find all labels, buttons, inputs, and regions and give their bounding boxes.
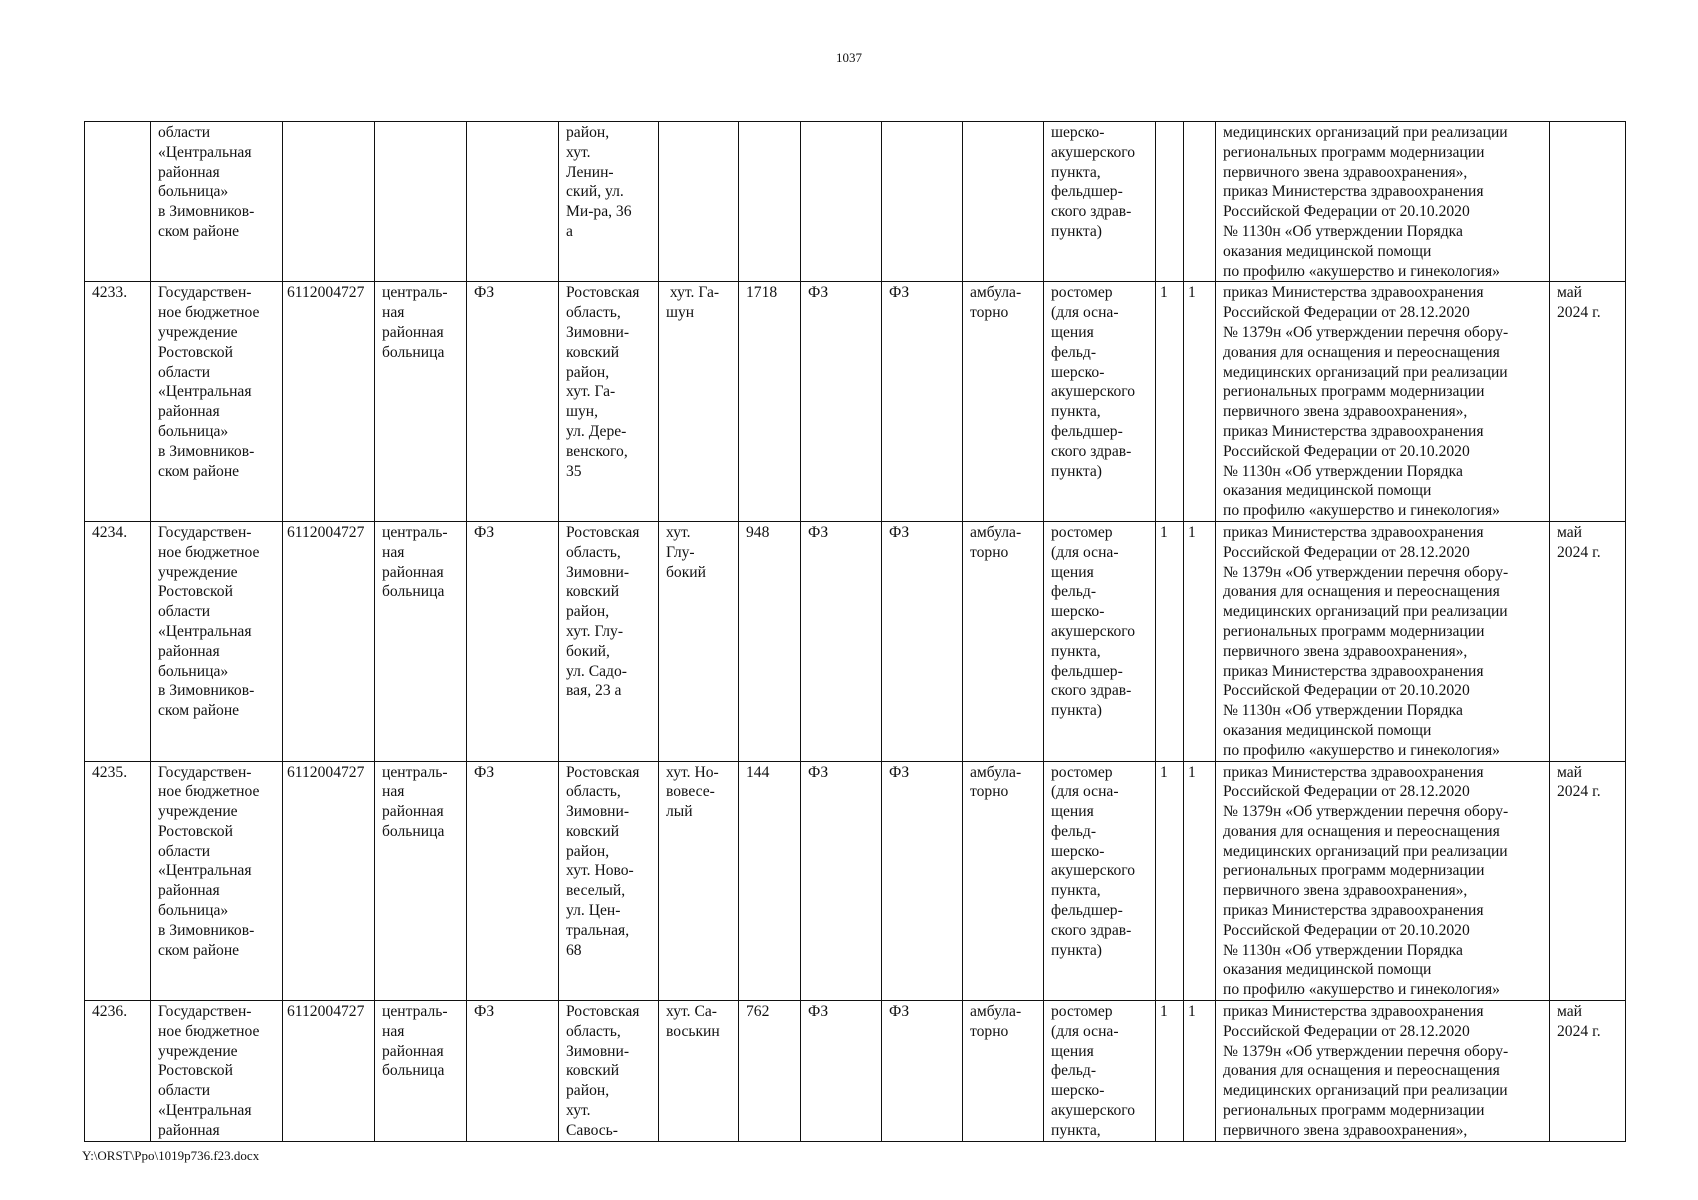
deadline: май 2024 г. bbox=[1550, 282, 1626, 522]
address: Ростовская область, Зимовни- ковский район, хут. Савось- bbox=[559, 1001, 659, 1142]
inn-code: 6112004727 bbox=[283, 521, 375, 761]
organization-name: Государствен- ное бюджетное учреждение Ростовской области «Центральная районная больница» в Зимовников- ском районе bbox=[151, 761, 283, 1001]
locality: хут. Га- шун bbox=[659, 282, 739, 522]
quantity-2: 1 bbox=[1184, 1001, 1216, 1142]
organization-name: Государствен- ное бюджетное учреждение Ростовской области «Центральная районная больница» в Зимовников- ском районе bbox=[151, 521, 283, 761]
row-number: 4233. bbox=[85, 282, 151, 522]
federal-law-cell-2: ФЗ bbox=[801, 521, 882, 761]
table-row bbox=[85, 122, 1626, 282]
organization-type bbox=[375, 122, 467, 282]
care-form: амбула- торно bbox=[963, 282, 1044, 522]
quantity-1: 1 bbox=[1156, 282, 1184, 522]
legal-basis: приказ Министерства здравоохранения Российской Федерации от 28.12.2020 № 1379н «Об утверждении перечня обору- дования для оснащения и переоснащения медицинских организаций при реализации региональных программ модернизации первичного звена здравоохранения», приказ Министерства здравоохранения Российской Федерации от 20.10.2020 № 1130н «Об утверждении Порядка оказания медицинской помощи по профилю «акушерство и гинекология» bbox=[1216, 521, 1550, 761]
federal-law-cell-1: ФЗ bbox=[467, 761, 559, 1001]
quantity-1: 1 bbox=[1156, 1001, 1184, 1142]
equipment-name: шерско- акушерского пункта, фельдшер- ского здрав- пункта) bbox=[1044, 122, 1156, 282]
organization-type: централь- ная районная больница bbox=[375, 761, 467, 1001]
care-form: амбула- торно bbox=[963, 1001, 1044, 1142]
deadline bbox=[1550, 122, 1626, 282]
equipment-table bbox=[84, 121, 1626, 1142]
row-number: 4234. bbox=[85, 521, 151, 761]
inn-code: 6112004727 bbox=[283, 761, 375, 1001]
federal-law-cell-3 bbox=[882, 122, 963, 282]
row-number bbox=[85, 122, 151, 282]
organization-type: централь- ная районная больница bbox=[375, 521, 467, 761]
federal-law-cell-3: ФЗ bbox=[882, 282, 963, 522]
population bbox=[739, 122, 801, 282]
federal-law-cell-3: ФЗ bbox=[882, 761, 963, 1001]
quantity-1 bbox=[1156, 122, 1184, 282]
legal-basis: приказ Министерства здравоохранения Российской Федерации от 28.12.2020 № 1379н «Об утверждении перечня обору- дования для оснащения и переоснащения медицинских организаций при реализации региональных программ модернизации первичного звена здравоохранения», bbox=[1216, 1001, 1550, 1142]
address: Ростовская область, Зимовни- ковский район, хут. Га- шун, ул. Дере- венского, 35 bbox=[559, 282, 659, 522]
quantity-1: 1 bbox=[1156, 521, 1184, 761]
population: 762 bbox=[739, 1001, 801, 1142]
federal-law-cell-3: ФЗ bbox=[882, 1001, 963, 1142]
equipment-name: ростомер (для осна- щения фельд- шерско- акушерского пункта, bbox=[1044, 1001, 1156, 1142]
care-form: амбула- торно bbox=[963, 761, 1044, 1001]
table-row bbox=[85, 521, 1626, 761]
care-form bbox=[963, 122, 1044, 282]
organization-name: Государствен- ное бюджетное учреждение Ростовской области «Центральная районная больница» в Зимовников- ском районе bbox=[151, 282, 283, 522]
federal-law-cell-2: ФЗ bbox=[801, 282, 882, 522]
quantity-2: 1 bbox=[1184, 282, 1216, 522]
page-number: 1037 bbox=[836, 50, 862, 65]
federal-law-cell-2: ФЗ bbox=[801, 1001, 882, 1142]
deadline: май 2024 г. bbox=[1550, 521, 1626, 761]
equipment-name: ростомер (для осна- щения фельд- шерско- акушерского пункта, фельдшер- ского здрав- пункта) bbox=[1044, 282, 1156, 522]
locality bbox=[659, 122, 739, 282]
quantity-2: 1 bbox=[1184, 761, 1216, 1001]
federal-law-cell-3: ФЗ bbox=[882, 521, 963, 761]
quantity-2 bbox=[1184, 122, 1216, 282]
table-row bbox=[85, 761, 1626, 1001]
population: 948 bbox=[739, 521, 801, 761]
address: Ростовская область, Зимовни- ковский район, хут. Ново- веселый, ул. Цен- тральная, 68 bbox=[559, 761, 659, 1001]
organization-type: централь- ная районная больница bbox=[375, 1001, 467, 1142]
care-form: амбула- торно bbox=[963, 521, 1044, 761]
inn-code: 6112004727 bbox=[283, 1001, 375, 1142]
legal-basis: приказ Министерства здравоохранения Российской Федерации от 28.12.2020 № 1379н «Об утверждении перечня обору- дования для оснащения и переоснащения медицинских организаций при реализации региональных программ модернизации первичного звена здравоохранения», приказ Министерства здравоохранения Российской Федерации от 20.10.2020 № 1130н «Об утверждении Порядка оказания медицинской помощи по профилю «акушерство и гинекология» bbox=[1216, 282, 1550, 522]
locality: хут. Но- вовесе- лый bbox=[659, 761, 739, 1001]
locality: хут. Глу- бокий bbox=[659, 521, 739, 761]
table-row bbox=[85, 282, 1626, 522]
equipment-name: ростомер (для осна- щения фельд- шерско- акушерского пункта, фельдшер- ского здрав- пункта) bbox=[1044, 761, 1156, 1001]
table-body bbox=[85, 122, 1626, 1142]
federal-law-cell-1: ФЗ bbox=[467, 282, 559, 522]
row-number: 4236. bbox=[85, 1001, 151, 1142]
federal-law-cell-2: ФЗ bbox=[801, 761, 882, 1001]
address: Ростовская область, Зимовни- ковский район, хут. Глу- бокий, ул. Садо- вая, 23 а bbox=[559, 521, 659, 761]
address: район, хут. Ленин- ский, ул. Ми-ра, 36 а bbox=[559, 122, 659, 282]
deadline: май 2024 г. bbox=[1550, 761, 1626, 1001]
table-row bbox=[85, 1001, 1626, 1142]
federal-law-cell-2 bbox=[801, 122, 882, 282]
legal-basis: приказ Министерства здравоохранения Российской Федерации от 28.12.2020 № 1379н «Об утверждении перечня обору- дования для оснащения и переоснащения медицинских организаций при реализации региональных программ модернизации первичного звена здравоохранения», приказ Министерства здравоохранения Российской Федерации от 20.10.2020 № 1130н «Об утверждении Порядка оказания медицинской помощи по профилю «акушерство и гинекология» bbox=[1216, 761, 1550, 1001]
population: 144 bbox=[739, 761, 801, 1001]
organization-name: области «Центральная районная больница» в Зимовников- ском районе bbox=[151, 122, 283, 282]
footer-file-path: Y:\ORST\Ppo\1019p736.f23.docx bbox=[82, 1148, 260, 1163]
federal-law-cell-1: ФЗ bbox=[467, 521, 559, 761]
legal-basis: медицинских организаций при реализации региональных программ модернизации первичного звена здравоохранения», приказ Министерства здравоохранения Российской Федерации от 20.10.2020 № 1130н «Об утверждении Порядка оказания медицинской помощи по профилю «акушерство и гинекология» bbox=[1216, 122, 1550, 282]
row-number: 4235. bbox=[85, 761, 151, 1001]
quantity-1: 1 bbox=[1156, 761, 1184, 1001]
population: 1718 bbox=[739, 282, 801, 522]
organization-name: Государствен- ное бюджетное учреждение Ростовской области «Центральная районная bbox=[151, 1001, 283, 1142]
deadline: май 2024 г. bbox=[1550, 1001, 1626, 1142]
inn-code: 6112004727 bbox=[283, 282, 375, 522]
organization-type: централь- ная районная больница bbox=[375, 282, 467, 522]
inn-code bbox=[283, 122, 375, 282]
quantity-2: 1 bbox=[1184, 521, 1216, 761]
equipment-name: ростомер (для осна- щения фельд- шерско- акушерского пункта, фельдшер- ского здрав- пункта) bbox=[1044, 521, 1156, 761]
federal-law-cell-1: ФЗ bbox=[467, 1001, 559, 1142]
federal-law-cell-1 bbox=[467, 122, 559, 282]
locality: хут. Са- воськин bbox=[659, 1001, 739, 1142]
